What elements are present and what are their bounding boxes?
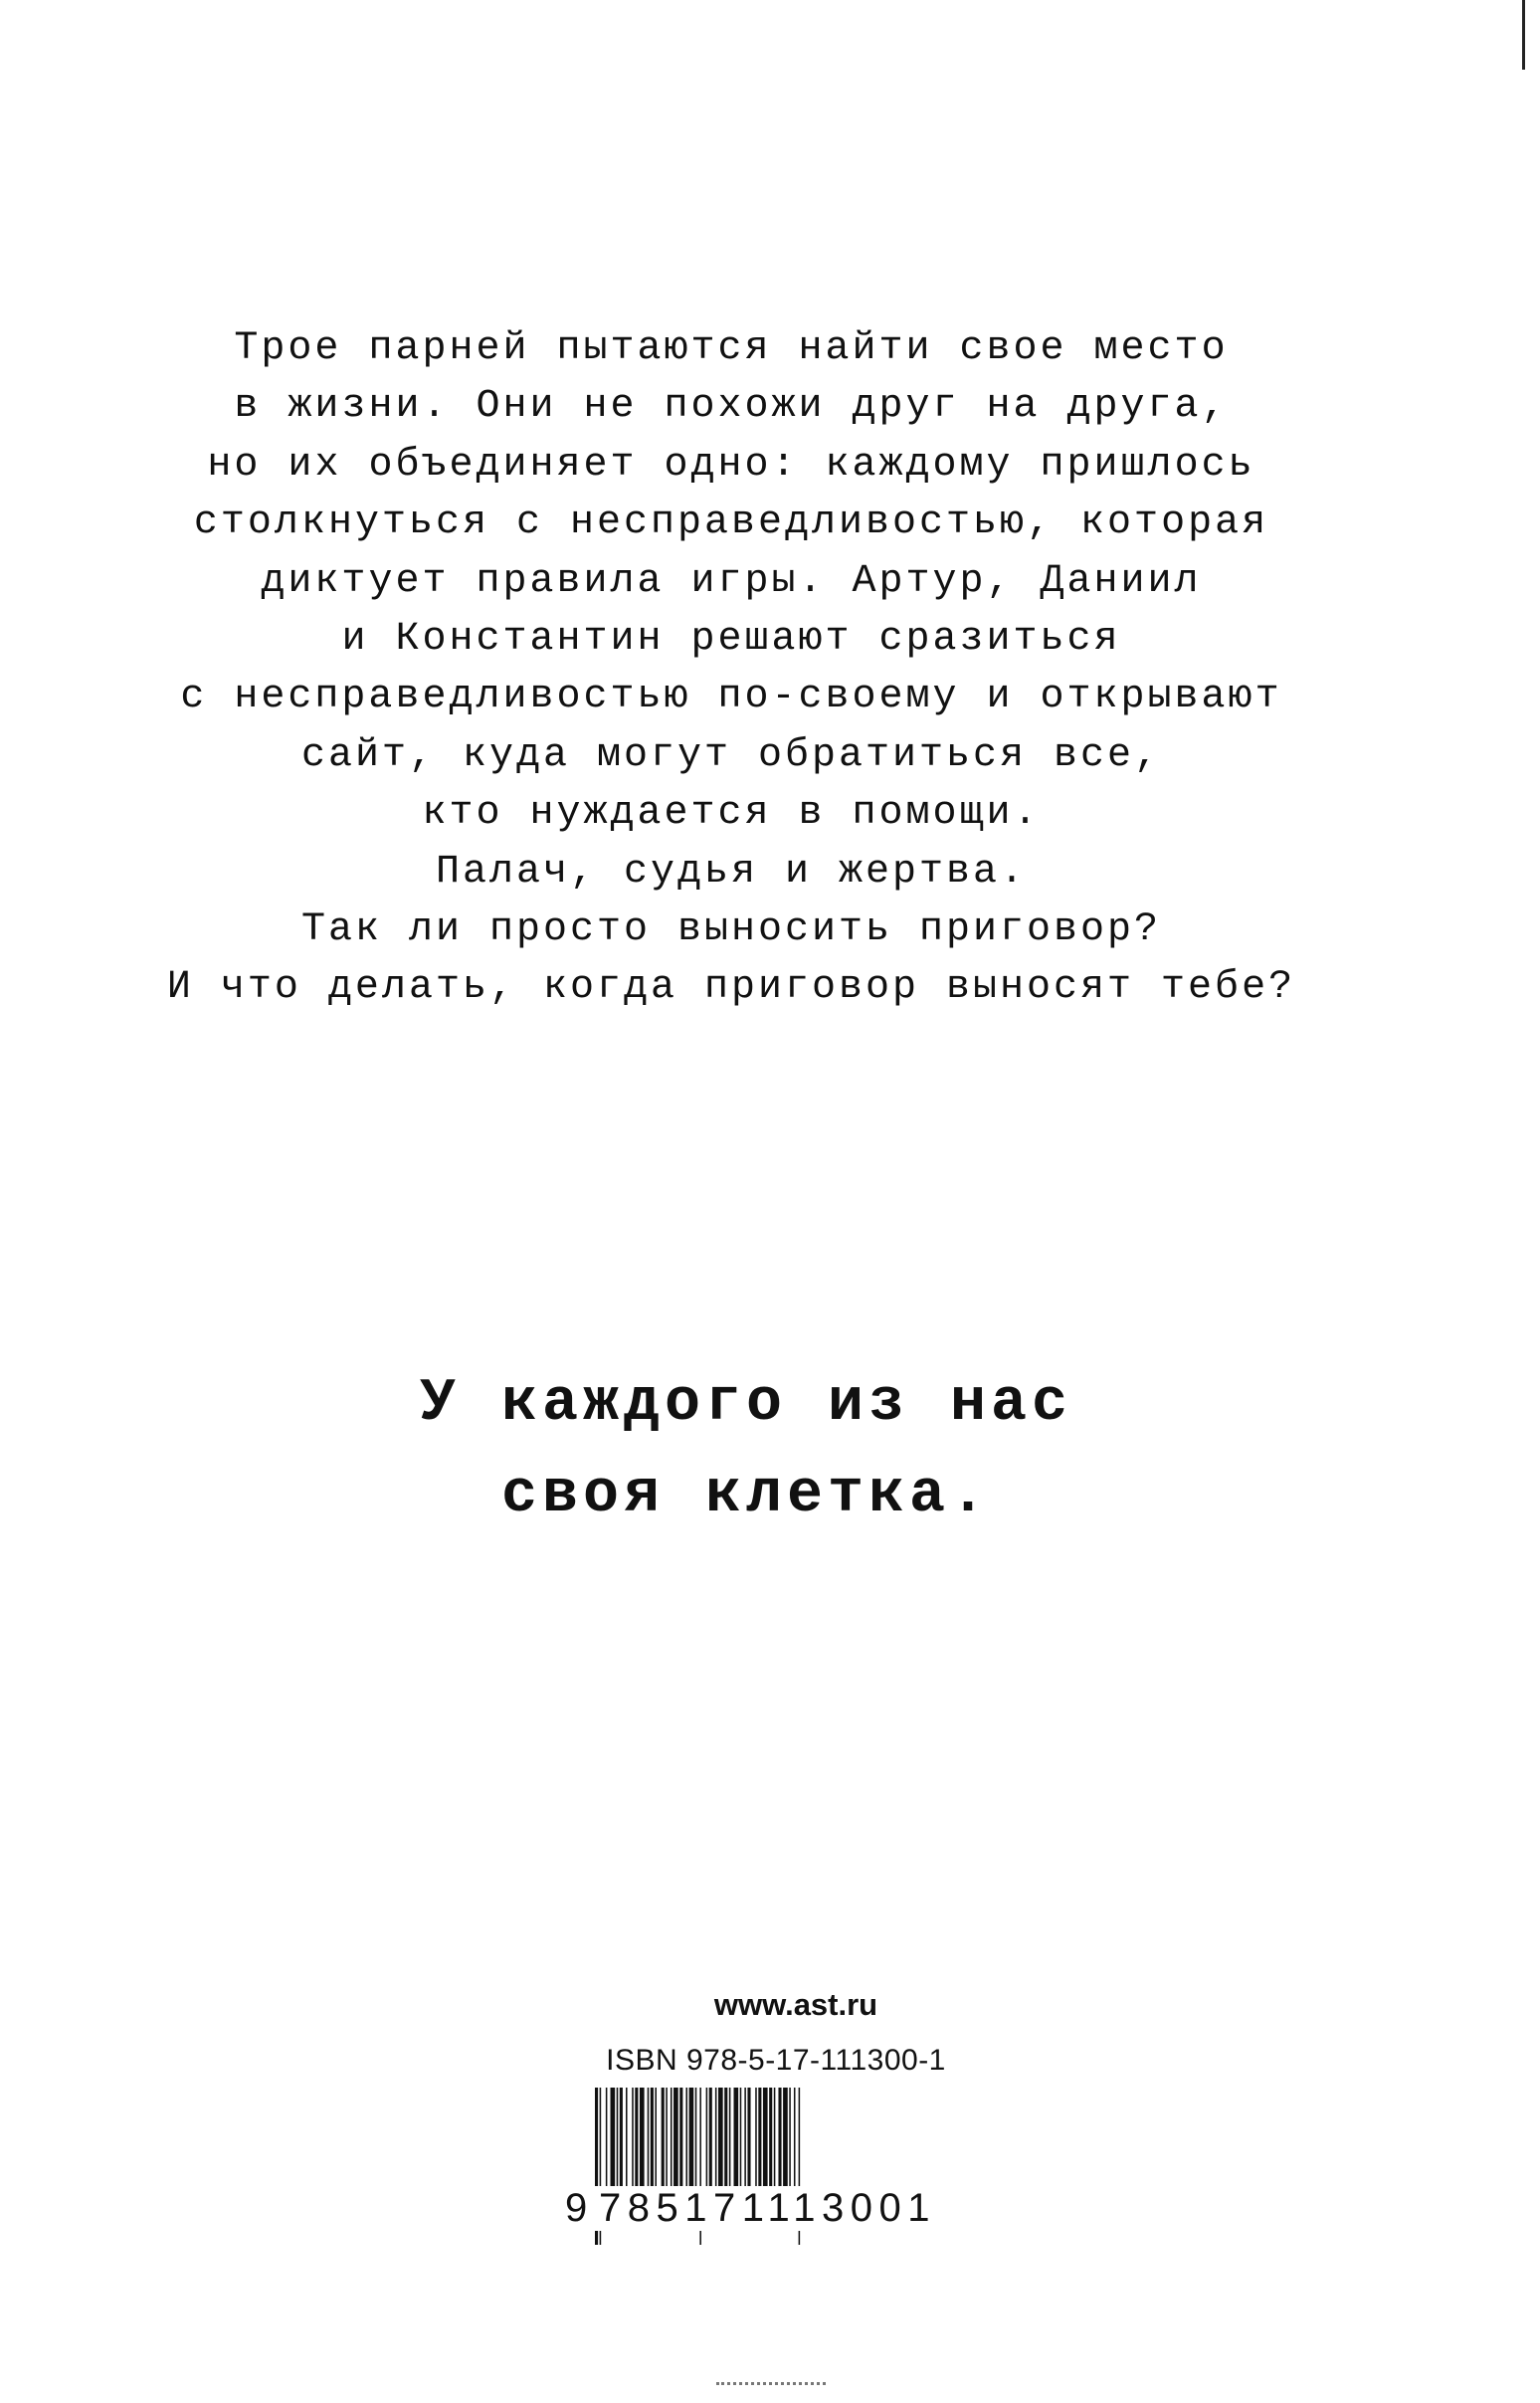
- barcode-bar: [640, 2088, 645, 2187]
- barcode-digits: 785171113001: [595, 2186, 963, 2231]
- page-edge-mark: [1522, 0, 1540, 70]
- barcode-bar: [794, 2088, 796, 2187]
- barcode-bar: [617, 2088, 619, 2187]
- blurb-line: столкнуться с несправедливостью, которая: [193, 501, 1269, 546]
- barcode-bar: [685, 2088, 687, 2187]
- blurb-line: сайт, куда могут обратиться все,: [300, 732, 1162, 778]
- barcode-bar: [648, 2088, 650, 2187]
- barcode-bar: [715, 2088, 717, 2187]
- blurb-line: кто нуждается в помощи.: [422, 791, 1041, 837]
- blurb-line: в жизни. Они не похожи друг на друга,: [234, 384, 1229, 430]
- barcode-bar: [734, 2088, 739, 2187]
- barcode-bar: [758, 2088, 761, 2187]
- barcode-bar: [620, 2088, 623, 2187]
- barcode-bar: [689, 2088, 694, 2187]
- barcode-bar: [755, 2088, 757, 2187]
- barcode-bar: [747, 2088, 750, 2187]
- blurb-line: Трое парней пытаются найти свое место: [234, 326, 1229, 371]
- tagline-line: У каждого из нас: [419, 1370, 1073, 1438]
- tagline: [298, 1358, 1194, 1541]
- barcode-bar: [695, 2088, 697, 2187]
- barcode-bar: [606, 2088, 608, 2187]
- barcode-bar: [655, 2088, 657, 2187]
- barcode-bar: [671, 2088, 673, 2187]
- barcode-bar: [763, 2088, 768, 2187]
- barcode-bar: [662, 2088, 665, 2187]
- barcode-first-digit: 9: [565, 2186, 588, 2230]
- barcode-bar: [724, 2088, 727, 2187]
- blurb-line: Так ли просто выносить приговор?: [300, 907, 1162, 953]
- barcode-bar: [706, 2088, 708, 2187]
- blurb-line: с несправедливостью по-своему и открывают: [180, 675, 1282, 720]
- barcode-bar: [666, 2088, 668, 2187]
- blurb-text: [159, 320, 1303, 1018]
- barcode-bar: [626, 2088, 628, 2187]
- barcode-bar: [679, 2088, 682, 2187]
- blurb-line: диктует правила игры. Артур, Даниил: [261, 558, 1202, 604]
- barcode-bar: [709, 2088, 712, 2187]
- barcode-bar: [611, 2088, 616, 2187]
- blurb-line: но их объединяет одно: каждому пришлось: [207, 442, 1255, 488]
- barcode-bar: [789, 2088, 791, 2187]
- barcode-bar: [769, 2088, 772, 2187]
- tagline-line: своя клетка.: [500, 1462, 992, 1529]
- barcode-bar: [744, 2088, 746, 2187]
- barcode-bar: [783, 2088, 788, 2187]
- barcode-bar: [718, 2088, 723, 2187]
- blurb-line: И что делать, когда приговор выносят тебе?: [166, 965, 1296, 1011]
- barcode-bar: [774, 2088, 776, 2187]
- publisher-website: www.ast.ru: [713, 1987, 878, 2022]
- barcode-bar: [778, 2088, 781, 2187]
- barcode-bar: [651, 2088, 654, 2187]
- blurb-line: Палач, судья и жертва.: [435, 849, 1028, 895]
- barcode-bar: [729, 2088, 731, 2187]
- barcode-bar: [674, 2088, 678, 2187]
- isbn-label: ISBN 978-5-17-111300-1: [606, 2044, 946, 2077]
- barcode-bar: [635, 2088, 638, 2187]
- barcode-bar: [632, 2088, 634, 2187]
- blurb-line: и Константин решают сразиться: [341, 617, 1121, 663]
- barcode-bar: [740, 2088, 742, 2187]
